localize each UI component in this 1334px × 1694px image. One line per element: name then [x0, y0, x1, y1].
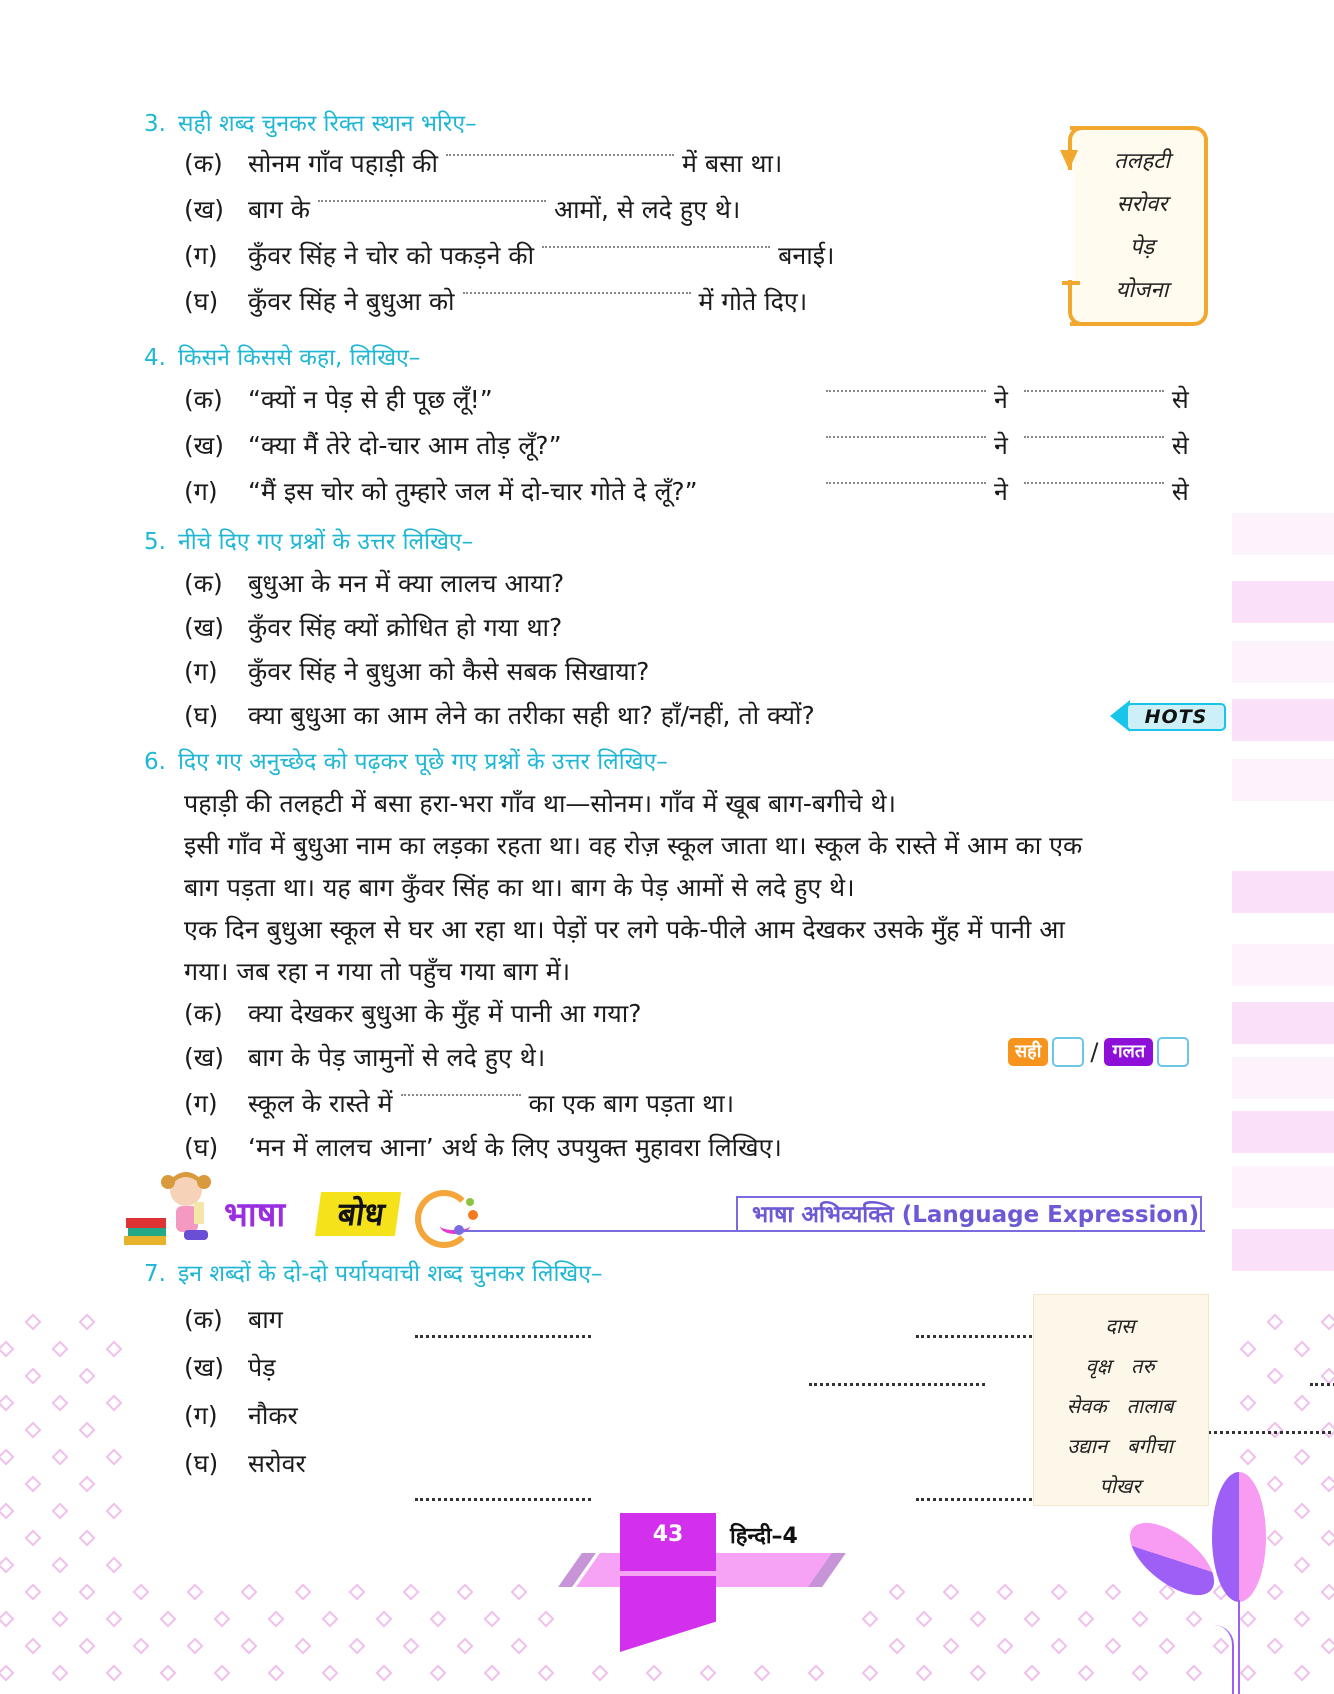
diamond-dot: [106, 1557, 123, 1574]
diamond-dot: [106, 1611, 123, 1628]
passage-line: इसी गाँव में बुधुआ नाम का लड़का रहता था। वह रोज़ स्कूल जाता था। स्कूल के रास्ते में आम का एक: [184, 831, 1083, 860]
diamond-dot: [1240, 1665, 1257, 1682]
diamond-dot: [52, 1395, 69, 1412]
diamond-dot: [1321, 1638, 1334, 1655]
item-text: कुँवर सिंह ने बुधुआ को: [248, 287, 455, 316]
diamond-dot: [25, 1476, 42, 1493]
diamond-dot: [511, 1638, 528, 1655]
diamond-dot: [0, 1611, 14, 1628]
diamond-dot: [52, 1341, 69, 1358]
diamond-dot: [862, 1665, 879, 1682]
question-title: नीचे दिए गए प्रश्नों के उत्तर लिखिए–: [177, 529, 474, 555]
diamond-dot: [1024, 1611, 1041, 1628]
diamond-dot: [133, 1638, 150, 1655]
blank-input[interactable]: [318, 200, 546, 202]
diamond-dot: [1294, 1395, 1311, 1412]
ne-label: ने: [994, 431, 1008, 460]
diamond-dot: [376, 1611, 393, 1628]
diamond-dot: [943, 1584, 960, 1601]
diamond-dot: [79, 1422, 96, 1439]
diamond-dot: [538, 1665, 555, 1682]
listener-blank[interactable]: [1024, 482, 1164, 484]
word-option: पोखर: [1099, 1474, 1141, 1498]
diamond-dot: [1051, 1584, 1068, 1601]
diamond-dot: [1267, 1638, 1284, 1655]
decorative-stripe: [1232, 1002, 1334, 1044]
word-option: सरोवर: [1116, 192, 1168, 217]
item-label: (ख): [184, 195, 224, 224]
true-false-selector: [1008, 1037, 1189, 1067]
item-text: बनाई।: [778, 241, 835, 270]
diamond-dot: [538, 1611, 555, 1628]
diamond-dot: [1186, 1665, 1203, 1682]
item-text: बाग के: [248, 195, 310, 224]
question-title: दिए गए अनुच्छेद को पढ़कर पूछे गए प्रश्नों के उत्तर लिखिए–: [177, 749, 668, 775]
stem-icon: [1214, 1625, 1234, 1694]
diamond-dot: [1267, 1422, 1284, 1439]
word-box-words: [1082, 140, 1202, 312]
q4-answer-ga: [818, 474, 1189, 508]
diamond-dot: [700, 1665, 717, 1682]
question-text: कुँवर सिंह ने बुधुआ को कैसे सबक सिखाया?: [248, 657, 650, 686]
dot-icon: [468, 1210, 478, 1220]
question-number: 4.: [144, 345, 166, 371]
question-number: 5.: [144, 529, 166, 555]
decorative-stripe: [1232, 1229, 1334, 1271]
ne-label: ने: [994, 385, 1008, 414]
diamond-dot: [754, 1665, 771, 1682]
girl-reading-icon: [124, 1168, 224, 1248]
diamond-dot: [1186, 1611, 1203, 1628]
item-label: (ख): [184, 1043, 224, 1072]
word-text: सरोवर: [248, 1449, 306, 1478]
diamond-dot: [268, 1665, 285, 1682]
section-label: भाषा अभिव्यक्ति (Language Expression): [736, 1196, 1202, 1230]
item-text: सोनम गाँव पहाड़ी की: [248, 149, 438, 178]
diamond-dot: [322, 1665, 339, 1682]
question-text: बाग के पेड़ जामुनों से लदे हुए थे।: [248, 1043, 546, 1072]
synonym-blank-1[interactable]: [1203, 1431, 1334, 1434]
listener-blank[interactable]: [1024, 390, 1164, 392]
q5-item-ka: [184, 566, 564, 600]
blank-input[interactable]: [446, 154, 674, 156]
diamond-dot: [106, 1341, 123, 1358]
speaker-blank[interactable]: [826, 482, 986, 484]
diamond-dot: [1159, 1638, 1176, 1655]
question-5-heading: [144, 524, 473, 556]
synonym-blank-1[interactable]: [415, 1498, 591, 1501]
question-7-heading: [144, 1256, 602, 1288]
diamond-dot: [457, 1638, 474, 1655]
diamond-dot: [79, 1368, 96, 1385]
diamond-dot: [1240, 1395, 1257, 1412]
diamond-dot: [1240, 1341, 1257, 1358]
word-option: योजना: [1115, 278, 1169, 303]
question-text: कुँवर सिंह क्यों क्रोधित हो गया था?: [248, 613, 563, 642]
q4-item-kha: [184, 428, 562, 462]
diamond-dot: [214, 1611, 231, 1628]
diamond-dot: [1321, 1368, 1334, 1385]
diamond-dot: [403, 1584, 420, 1601]
diamond-dot: [430, 1611, 447, 1628]
diamond-dot: [1105, 1638, 1122, 1655]
diamond-dot: [52, 1449, 69, 1466]
item-label: (ख): [184, 1353, 224, 1382]
diamond-dot: [1240, 1449, 1257, 1466]
item-label: (ख): [184, 613, 224, 642]
item-label: (घ): [184, 701, 219, 730]
word-option: बगीचा: [1127, 1434, 1173, 1458]
diamond-dot: [1294, 1503, 1311, 1520]
item-label: (ग): [184, 477, 218, 506]
diamond-dot: [241, 1584, 258, 1601]
decorative-stripe: [1232, 759, 1334, 801]
question-title: किसने किससे कहा, लिखिए–: [177, 345, 421, 371]
question-text: क्या बुधुआ का आम लेने का तरीका सही था? हाँ/नहीं, तो क्यों?: [248, 701, 815, 730]
q6-item-kha: [184, 1040, 545, 1074]
diamond-dot: [808, 1665, 825, 1682]
item-text: में गोते दिए।: [698, 287, 808, 316]
listener-blank[interactable]: [1024, 436, 1164, 438]
diamond-dot: [970, 1665, 987, 1682]
item-label: (क): [184, 149, 223, 178]
diamond-dot: [916, 1611, 933, 1628]
item-label: (क): [184, 999, 223, 1028]
item-label: (क): [184, 1305, 223, 1334]
question-title: इन शब्दों के दो-दो पर्यायवाची शब्द चुनकर लिखिए–: [177, 1261, 603, 1287]
item-label: (क): [184, 385, 223, 414]
diamond-dot: [0, 1449, 14, 1466]
decorative-stripe: [1232, 944, 1334, 986]
diamond-dot: [25, 1584, 42, 1601]
item-label: (ग): [184, 1089, 218, 1118]
decorative-stripe: [1232, 581, 1334, 623]
q6-item-gha: [184, 1130, 782, 1164]
word-text: नौकर: [248, 1401, 298, 1430]
item-label: (घ): [184, 1449, 219, 1478]
q6-item-ka: [184, 996, 642, 1030]
diamond-dot: [997, 1584, 1014, 1601]
diamond-dot: [430, 1665, 447, 1682]
q6-item-ga: [184, 1086, 734, 1120]
word-option: वृक्ष: [1085, 1354, 1112, 1378]
se-label: से: [1171, 477, 1189, 506]
diamond-dot: [1240, 1611, 1257, 1628]
item-label: (ग): [184, 1401, 218, 1430]
diamond-dot: [106, 1665, 123, 1682]
diamond-dot: [1294, 1449, 1311, 1466]
bracket-end-icon: [1062, 281, 1080, 285]
decorative-stripe: [1232, 871, 1334, 913]
diamond-dot: [1078, 1665, 1095, 1682]
passage-line: एक दिन बुधुआ स्कूल से घर आ रहा था। पेड़ों पर लगे पके-पीले आम देखकर उसके मुँह में पानी आ: [184, 915, 1065, 944]
diamond-dot: [511, 1584, 528, 1601]
synonym-blank-1[interactable]: [809, 1383, 985, 1386]
diamond-dot: [79, 1476, 96, 1493]
item-text: आमों, से लदे हुए थे।: [553, 195, 741, 224]
diamond-dot: [52, 1665, 69, 1682]
diamond-dot: [25, 1530, 42, 1547]
question-number: 6.: [144, 749, 166, 775]
question-text: क्या देखकर बुधुआ के मुँह में पानी आ गया?: [248, 999, 642, 1028]
diamond-dot: [403, 1638, 420, 1655]
diamond-dot: [106, 1449, 123, 1466]
diamond-dot: [1267, 1584, 1284, 1601]
diamond-dot: [889, 1638, 906, 1655]
question-title: सही शब्द चुनकर रिक्त स्थान भरिए–: [177, 111, 477, 137]
word-option: उद्यान: [1067, 1434, 1108, 1458]
word-option: तलहटी: [1114, 149, 1170, 174]
diamond-dot: [52, 1503, 69, 1520]
question-number: 7.: [144, 1261, 166, 1287]
blank-input[interactable]: [542, 246, 770, 248]
item-text: कुँवर सिंह ने चोर को पकड़ने की: [248, 241, 535, 270]
diamond-dot: [1321, 1476, 1334, 1493]
quote-text: “मैं इस चोर को तुम्हारे जल में दो-चार गोते दे लूँ?”: [248, 477, 698, 506]
q4-answer-kha: [818, 428, 1189, 462]
passage-line: बाग पड़ता था। यह बाग कुँवर सिंह का था। बाग के पेड़ आमों से लदे हुए थे।: [184, 873, 855, 902]
word-option: तरु: [1131, 1354, 1155, 1378]
item-label: (ग): [184, 241, 218, 270]
item-label: (घ): [184, 287, 219, 316]
diamond-dot: [1051, 1638, 1068, 1655]
diamond-dot: [52, 1611, 69, 1628]
diamond-dot: [160, 1611, 177, 1628]
diamond-dot: [592, 1665, 609, 1682]
word-box-gap: [1064, 170, 1074, 280]
speaker-blank[interactable]: [826, 390, 986, 392]
page-number: 43: [652, 1522, 684, 1547]
diamond-dot: [646, 1665, 663, 1682]
true-label: सही: [1008, 1038, 1048, 1066]
question-number: 3.: [144, 111, 166, 137]
hots-label: HOTS: [1126, 703, 1226, 731]
item-label: (क): [184, 569, 223, 598]
q5-item-gha: [184, 698, 815, 732]
q4-answer-ka: [818, 382, 1189, 416]
ne-label: ने: [994, 477, 1008, 506]
q7-item-ga: [184, 1398, 298, 1432]
decorative-stripe: [1232, 513, 1334, 555]
diamond-dot: [1105, 1584, 1122, 1601]
diamond-dot: [133, 1584, 150, 1601]
question-text: ‘मन में लालच आना’ अर्थ के लिए उपयुक्त मुहावरा लिखिए।: [248, 1133, 782, 1162]
diamond-dot: [1267, 1314, 1284, 1331]
diamond-dot: [187, 1638, 204, 1655]
se-label: से: [1171, 385, 1189, 414]
diamond-dot: [1078, 1611, 1095, 1628]
synonym-blank-1[interactable]: [415, 1335, 591, 1338]
stem-icon: [1238, 1600, 1240, 1694]
diamond-dot: [1024, 1665, 1041, 1682]
diamond-dot: [376, 1665, 393, 1682]
item-label: (घ): [184, 1133, 219, 1162]
question-text: बुधुआ के मन में क्या लालच आया?: [248, 569, 565, 598]
item-label: (ग): [184, 657, 218, 686]
diamond-dot: [322, 1611, 339, 1628]
diamond-dot: [25, 1368, 42, 1385]
diamond-dot: [106, 1395, 123, 1412]
diamond-dot: [1294, 1557, 1311, 1574]
diamond-dot: [1132, 1611, 1149, 1628]
diamond-dot: [268, 1611, 285, 1628]
arrow-down-icon: [1060, 150, 1078, 170]
diamond-dot: [943, 1638, 960, 1655]
quote-text: “क्या मैं तेरे दो-चार आम तोड़ लूँ?”: [248, 431, 562, 460]
diamond-dot: [1294, 1611, 1311, 1628]
page-number-tail: [620, 1576, 716, 1652]
question-6-heading: [144, 744, 668, 776]
diamond-dot: [1267, 1368, 1284, 1385]
passage-line: गया। जब रहा न गया तो पहुँच गया बाग में।: [184, 957, 571, 986]
q5-item-ga: [184, 654, 649, 688]
diamond-dot: [187, 1584, 204, 1601]
q3-item-ga: [184, 238, 835, 272]
diamond-dot: [214, 1665, 231, 1682]
diamond-dot: [349, 1584, 366, 1601]
question-4-heading: [144, 340, 420, 372]
diamond-dot: [25, 1422, 42, 1439]
passage-line: पहाड़ी की तलहटी में बसा हरा-भरा गाँव था—सोनम। गाँव में खूब बाग-बगीचे थे।: [184, 789, 896, 818]
false-checkbox[interactable]: [1157, 1037, 1189, 1067]
se-label: से: [1171, 431, 1189, 460]
diamond-dot: [1267, 1530, 1284, 1547]
decorative-stripe: [1232, 1111, 1334, 1153]
decorative-stripe: [1232, 1057, 1334, 1099]
diamond-dot: [916, 1665, 933, 1682]
word-option: सेवक: [1066, 1394, 1107, 1418]
quote-text: “क्यों न पेड़ से ही पूछ लूँ!”: [248, 385, 493, 414]
diamond-dot: [106, 1503, 123, 1520]
diamond-dot: [1294, 1665, 1311, 1682]
diamond-dot: [52, 1557, 69, 1574]
diamond-dot: [1321, 1314, 1334, 1331]
speaker-blank[interactable]: [826, 436, 986, 438]
decorative-stripe: [1232, 641, 1334, 683]
diamond-dot: [484, 1665, 501, 1682]
question-3-heading: [144, 106, 477, 138]
diamond-dot: [1321, 1530, 1334, 1547]
banner-word-bhasha: भाषा: [224, 1195, 286, 1235]
true-checkbox[interactable]: [1052, 1037, 1084, 1067]
diamond-dot: [295, 1584, 312, 1601]
diamond-dot: [1294, 1341, 1311, 1358]
q7-item-ka: [184, 1302, 283, 1336]
diamond-dot: [997, 1638, 1014, 1655]
word-option: दास: [1105, 1314, 1135, 1338]
diamond-dot: [0, 1503, 14, 1520]
decorative-stripe: [1232, 1166, 1334, 1208]
word-text: पेड़: [248, 1353, 276, 1382]
word-option: तालाब: [1126, 1394, 1174, 1418]
diamond-dot: [1132, 1665, 1149, 1682]
diamond-dot: [25, 1638, 42, 1655]
diamond-dot: [79, 1584, 96, 1601]
item-text: में बसा था।: [681, 149, 783, 178]
item-label: (ख): [184, 431, 224, 460]
q3-item-ka: [184, 146, 782, 180]
diamond-dot: [889, 1584, 906, 1601]
diamond-dot: [1267, 1476, 1284, 1493]
blank-input[interactable]: [401, 1094, 521, 1096]
diamond-dot: [0, 1665, 14, 1682]
diamond-dot: [79, 1314, 96, 1331]
leaf-icon: [1212, 1472, 1266, 1602]
q4-item-ka: [184, 382, 493, 416]
diamond-dot: [0, 1395, 14, 1412]
item-text: का एक बाग पड़ता था।: [528, 1089, 735, 1118]
word-text: बाग: [248, 1305, 283, 1334]
blank-input[interactable]: [463, 292, 691, 294]
diamond-dot: [862, 1611, 879, 1628]
q3-item-gha: [184, 284, 807, 318]
diamond-dot: [295, 1638, 312, 1655]
diamond-dot: [457, 1584, 474, 1601]
dot-icon: [466, 1198, 474, 1206]
diamond-dot: [0, 1557, 14, 1574]
diamond-dot: [349, 1638, 366, 1655]
book-title: हिन्दी–4: [730, 1524, 798, 1549]
separator: /: [1090, 1038, 1099, 1066]
synonym-blank-2[interactable]: [1310, 1383, 1334, 1386]
diamond-dot: [160, 1665, 177, 1682]
diamond-dot: [25, 1314, 42, 1331]
q7-item-gha: [184, 1446, 306, 1480]
q5-item-kha: [184, 610, 562, 644]
diamond-dot: [1321, 1584, 1334, 1601]
word-option: पेड़: [1129, 235, 1155, 260]
diamond-dot: [241, 1638, 258, 1655]
diamond-dot: [79, 1638, 96, 1655]
synonym-words: [1033, 1306, 1207, 1506]
diamond-dot: [79, 1530, 96, 1547]
diamond-dot: [970, 1611, 987, 1628]
diamond-dot: [484, 1611, 501, 1628]
banner-word-bodh: बोध: [315, 1192, 401, 1236]
q7-item-kha: [184, 1350, 276, 1384]
false-label: गलत: [1104, 1038, 1153, 1066]
q3-item-kha: [184, 192, 740, 226]
diamond-dot: [1321, 1422, 1334, 1439]
decorative-stripe: [1232, 699, 1334, 741]
q4-item-ga: [184, 474, 698, 508]
diamond-dot: [0, 1341, 14, 1358]
item-text: स्कूल के रास्ते में: [248, 1089, 393, 1118]
